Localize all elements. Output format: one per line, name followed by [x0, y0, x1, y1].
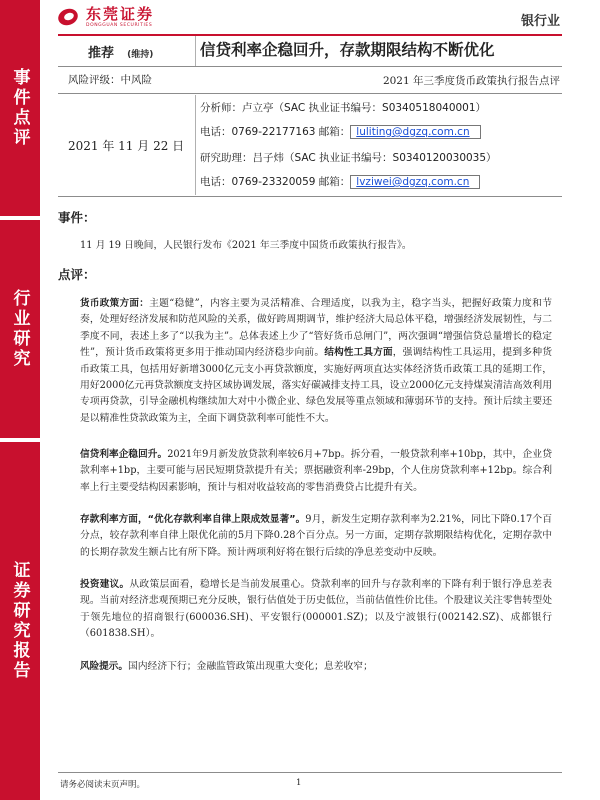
paragraph-lead: 存款利率方面，“优化存款利率自律上限成效显著”。 — [80, 514, 306, 525]
analyst-line: 分析师：卢立亭（SAC 执业证书编号：S0340518040001） — [200, 102, 487, 114]
rating — [88, 42, 153, 61]
paragraph-deposit-rates — [80, 512, 552, 561]
assistant-contact-label: 电话：0769-23320059 邮箱： — [200, 176, 351, 188]
comment-heading: 点评： — [58, 267, 96, 282]
paragraph-text: 2021年9月新发放贷款利率较6月+7bp。拆分看，一般贷款利率+10bp，其中，企业贷款利率+1bp，主要可能与居民短期贷款提升有关；票据融资利率-29bp，个人住房贷款利率+12bp。综合利率上行主要受结构因素影响，预计与相对收益较高的零售消费贷占比提升有关。 — [80, 449, 552, 493]
event-text: 11 月 19 日晚间，人民银行发布《2021 年三季度中国货币政策执行报告》。 — [80, 240, 412, 251]
brand-logo — [58, 6, 154, 28]
assistant-email-box — [350, 175, 480, 189]
rating-value: 推荐 — [88, 46, 115, 61]
header-rule — [58, 34, 562, 36]
report-subtitle: 2021 年三季度货币政策执行报告点评 — [382, 75, 560, 87]
analyst-email-box — [350, 125, 480, 139]
sidebar-band-research-label: 证券研究报告 — [9, 561, 30, 681]
brand-name-en: DONGGUAN SECURITIES — [86, 23, 153, 28]
analyst-email-link[interactable]: luliting@dgzq.com.cn — [356, 126, 470, 138]
sidebar-band-industry-label: 行业研究 — [9, 289, 30, 369]
analyst-contact — [200, 124, 481, 139]
assistant-line: 研究助理：吕子炜（SAC 执业证书编号：S0340120030035） — [200, 152, 497, 164]
paragraph-lead: 投资建议。 — [80, 579, 130, 590]
sidebar-band-research — [0, 442, 40, 800]
event-heading: 事件： — [58, 210, 96, 225]
sidebar-band-industry — [0, 220, 40, 438]
divider — [195, 95, 196, 195]
paragraph-lead: 结构性工具方面 — [324, 347, 393, 359]
paragraph-risk-warning — [80, 659, 552, 675]
assistant-email-link[interactable]: lvziwei@dgzq.com.cn — [356, 176, 470, 188]
report-title: 信贷利率企稳回升，存款期限结构不断优化 — [200, 41, 495, 59]
paragraph-lead: 信贷利率企稳回升。 — [80, 449, 168, 460]
industry-tag: 银行业 — [520, 14, 560, 29]
paragraph-lead: 风险提示。 — [80, 661, 128, 672]
paragraph-text: 从政策层面看，稳增长是当前发展重心。贷款利率的回升与存款利率的下降有利于银行净息差表现。当前对经济悲观预期已充分反映，银行估值处于历史低位，当前估值性价比佳。个股建议关注零售转型处于领先地位的招商银行(600036.SH)、平安银行(000001.SZ)；以及宁波银行(002142.SZ)、成都银行（601838.SH）。 — [80, 579, 553, 640]
logo-icon — [58, 6, 80, 28]
footer-rule — [58, 772, 562, 773]
paragraph-loan-rates — [80, 447, 552, 496]
divider — [58, 66, 562, 67]
paragraph-investment-advice — [80, 577, 552, 643]
page-number: 1 — [296, 778, 302, 788]
report-date: 2021 年 11 月 22 日 — [68, 139, 185, 153]
paragraph-text: 9月，新发生定期存款利率为2.21%，同比下降0.17个百分点，较存款利率自律上限优化前的5月下降0.28个百分点。另一方面，定期存款期限结构优化，定期存款中的长期存款发生额占比有所下降。预计两项利好将在银行后续的净息差变动中反映。 — [80, 514, 552, 558]
divider — [58, 196, 562, 197]
divider — [195, 36, 196, 66]
sidebar-band-event — [0, 0, 40, 216]
rating-change: (维持) — [127, 50, 154, 60]
paragraph-text: 国内经济下行；金融监管政策出现重大变化；息差收窄； — [127, 661, 373, 672]
paragraph-text: 主题“稳健”，内容主要为灵活精准、合理适度，以我为主，稳字当头，把握好政策力度和节奏，处理好经济发展和防范风险的关系，做好跨周期调节，维护经济大局总体平稳，增强经济发展韧性，与二季度不同，表述上多了“以我为主”。总体表述上少了“管好货币总闸门”，两次强调“增强信贷总量增长的稳定性”，预计货币政策将更多用于推动国内经济稳步向前。 — [80, 298, 552, 359]
paragraph-monetary-policy — [80, 296, 552, 427]
brand-name: 东莞证券 — [86, 5, 155, 23]
paragraph-lead: 货币政策方面： — [80, 298, 150, 309]
assistant-contact — [200, 174, 480, 189]
sidebar-band-event-label: 事件点评 — [9, 68, 30, 148]
analyst-contact-label: 电话：0769-22177163 邮箱： — [200, 126, 351, 138]
footer-disclaimer: 请务必阅读末页声明。 — [60, 780, 146, 790]
paragraph-text: ，强调结构性工具运用，提到多种货币政策工具，包括用好新增3000亿元支小再贷款额度，实施好两项直达实体经济货币政策工具的延期工作，用好2000亿元再贷款额度支持区域协调发展，落实好碳减排支持工具，设立2000亿元支持煤炭清洁高效利用专项再贷款，引导金融机构继续加大对中小微企业、绿色发展等重点领域和薄弱环节的支持。预计后续主要还是以精准性贷款政策为主，全面下调贷款利率可能性不大。 — [80, 347, 553, 424]
divider — [58, 93, 562, 94]
risk-level: 风险评级：中风险 — [68, 74, 152, 86]
